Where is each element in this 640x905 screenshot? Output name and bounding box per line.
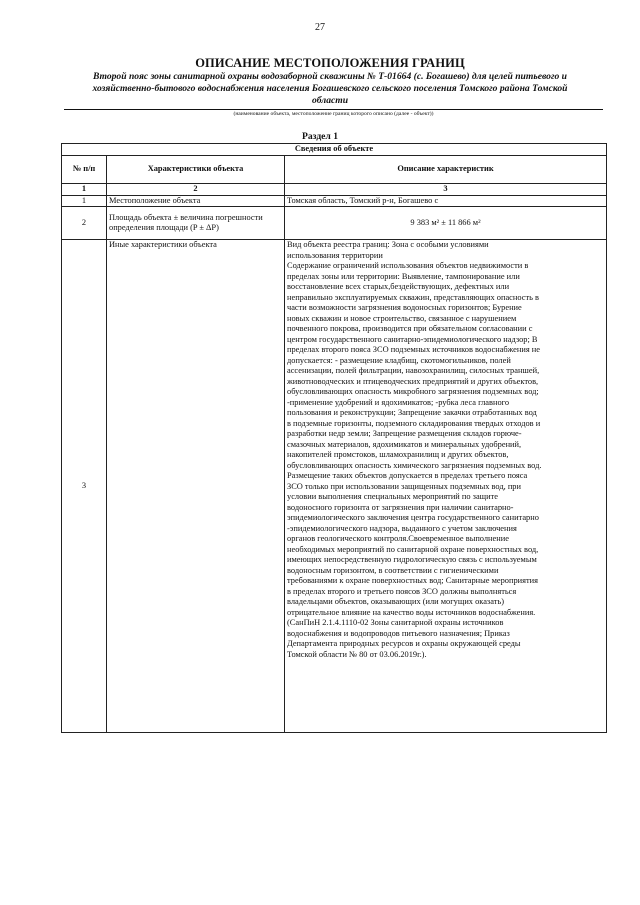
table-caption-row <box>62 144 607 156</box>
column-number: 2 <box>107 184 285 196</box>
description-line: накопителей промстоков, шламохранилищ и других объектов, <box>287 450 509 459</box>
description-line: в пределах второго и третьего поясов ЗСО должны выполняться <box>287 586 517 596</box>
description-line: допускается: - размещение кладбищ, скотомогильников, полей <box>287 355 511 365</box>
object-name-line: области <box>311 95 349 107</box>
description-line: водоносного горизонта от загрязнения при наличии санитарно- <box>287 502 514 512</box>
description-line: новых скважин и новое строительство, связанное с нарушением <box>287 313 517 323</box>
object-info-table <box>61 143 607 733</box>
description-line: пределах второго пояса ЗСО подземных источников водоснабжения не <box>287 345 540 354</box>
page-number: 27 <box>315 22 325 33</box>
description-line: необходимых мероприятий по санитарной охране поверхностных вод, <box>287 544 539 554</box>
description-line: разработки недр земли; Запрещение размещения складов горюче- <box>287 429 522 438</box>
object-name <box>62 71 598 108</box>
description-line: в подземные горизонты, подземного складирования твердых отходов и <box>287 418 541 428</box>
section-title: Раздел 1 <box>301 131 339 142</box>
description-line: имеющих непосредственную гидрологическую связь с используемым <box>287 555 537 564</box>
description-line: восстановление всех старых,бездействующих, дефектных или <box>287 282 510 291</box>
description-line: обусловливающих опасность химического загрязнения подземных вод. <box>287 460 542 470</box>
header-number: № п/п <box>62 156 107 184</box>
object-name-line: хозяйственно-бытового водоснабжения населения Богашевского сельского поселения Томского района Томской <box>92 83 568 95</box>
description-line: эпидемиологического заключения центра государственного санитарно <box>287 513 539 522</box>
row-description: 9 383 м² ± 11 866 м² <box>285 207 607 240</box>
description-line: обусловливающих опасность микробного загрязнения подземных вод; <box>287 387 539 396</box>
description-line: пользования и реконструкции; Запрещение закачки отработанных вод <box>287 408 537 417</box>
title-caption: (наименование объекта, местоположение границ которого описано (далее - объект)) <box>233 111 434 117</box>
description-line: (СанПиН 2.1.4.1110-02 Зоны санитарной охраны источников <box>287 618 504 627</box>
description-line: части возможности загрязнения водоносных горизонтов; Бурение <box>287 303 522 312</box>
header-description: Описание характеристик <box>285 156 607 184</box>
description-line: -эпидемиологического надзора, выданного с учетом заключения <box>287 523 517 533</box>
row-number: 3 <box>62 240 107 733</box>
description-line: пределах зоны или территории: Выявление, тампонирование или <box>287 271 520 281</box>
description-line: Департамента природных ресурсов и охраны окружающей среды <box>287 639 521 648</box>
description-line: животноводческих и птицеводческих предприятий и других объектов, <box>287 376 539 386</box>
description-line: Вид объекта реестра границ: Зона с особыми условиями <box>287 240 489 249</box>
description-line: ассенизации, полей фильтрации, навозохранилищ, силосных траншей, <box>287 366 540 375</box>
column-number: 1 <box>62 184 107 196</box>
table-row <box>62 195 607 207</box>
title-underline <box>64 109 603 110</box>
description-line: требованиями к охране поверхностных вод; Санитарные мероприятия <box>287 576 538 585</box>
description-line: Содержание ограничений использования объектов недвижимости в <box>287 261 529 270</box>
row-characteristic: Площадь объекта ± величина погрешности определения площади (P ± ΔP) <box>107 207 285 240</box>
row-characteristic: Иные характеристики объекта <box>107 240 285 733</box>
header-characteristic: Характеристики объекта <box>107 156 285 184</box>
description-line: использования территории <box>287 250 383 260</box>
object-name-line: Второй пояс зоны санитарной охраны водозаборной скважины № Т-01664 (с. Богашево) для целей питьевого и <box>92 71 568 82</box>
description-line: -применение удобрений и ядохимикатов; -рубка леса главного <box>287 397 510 407</box>
description-line: водоносным горизонтом, в соответствии с гигиеническими <box>287 565 499 575</box>
description-line: центром государственного санитарно-эпидемиологического надзор; В <box>287 334 538 344</box>
description-line: водоснабжения и водопроводов питьевого назначения; Приказ <box>287 628 510 638</box>
description-line: почвенного покрова, производится при обязательном согласовании с <box>287 324 533 333</box>
row-characteristic: Местоположение объекта <box>107 195 285 207</box>
row-number: 2 <box>62 207 107 240</box>
description-line: органов геологического контроля.Своевременное выполнение <box>287 534 509 543</box>
document-title: ОПИСАНИЕ МЕСТОПОЛОЖЕНИЯ ГРАНИЦ <box>195 56 465 70</box>
description-line: Томской области № 80 от 03.06.2019г.). <box>287 649 427 659</box>
description-line: отрицательное влияние на качество воды источников водоснабжения. <box>287 607 536 617</box>
description-line: условии выполнения специальных мероприятий по защите <box>287 492 498 501</box>
description-line: Размещение таких объектов допускается в пределах третьего пояса <box>287 471 528 480</box>
description-line: ЗСО только при использовании защищенных подземных вод, при <box>287 481 521 491</box>
row-description <box>285 240 607 733</box>
table-row <box>62 240 607 733</box>
row-number: 1 <box>62 195 107 207</box>
table-caption: Сведения об объекте <box>62 144 607 156</box>
description-line: неправильно эксплуатируемых скважин, представляющих опасность в <box>287 292 540 302</box>
column-number: 3 <box>285 184 607 196</box>
row-description: Томская область, Томский р-н, Богашево с <box>285 195 607 207</box>
description-line: смазочных материалов, ядохимикатов и минеральных удобрений, <box>287 439 522 449</box>
table-row <box>62 207 607 240</box>
column-number-row <box>62 184 607 196</box>
description-line: владельцами объектов, оказывающих (или могущих оказать) <box>287 597 504 606</box>
table-header-row <box>62 156 607 184</box>
